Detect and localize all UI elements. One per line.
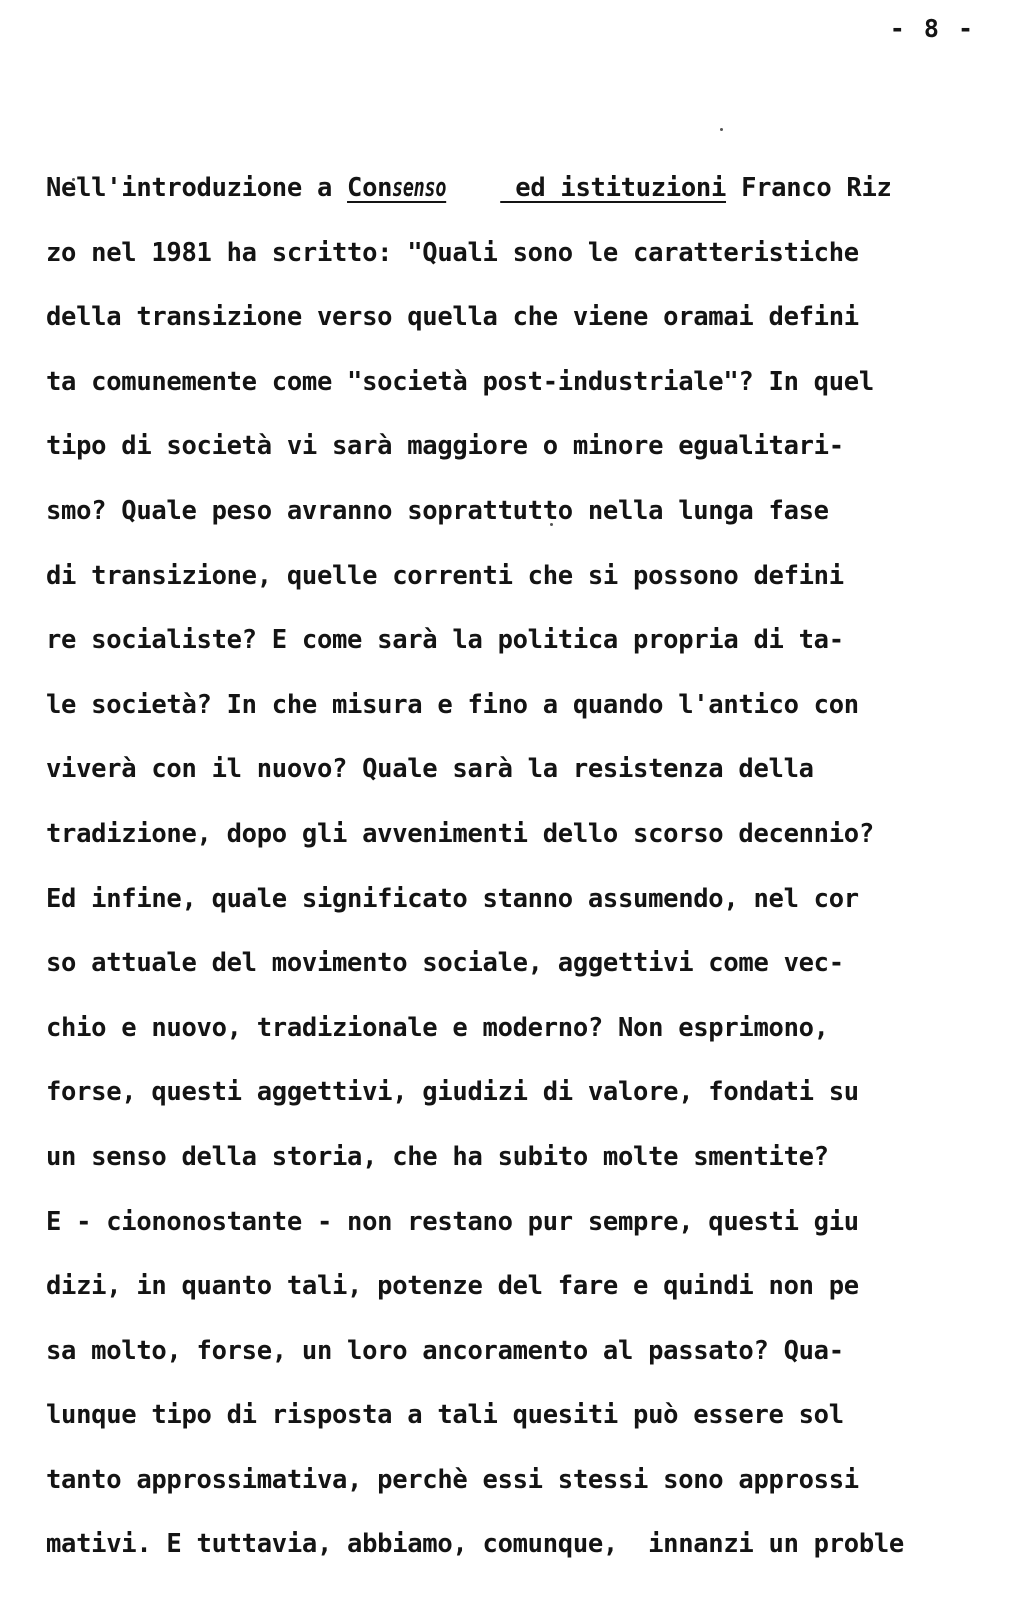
text-line: le società? In che misura e fino a quando l'antico con <box>46 689 859 720</box>
page-number: - 8 - <box>889 14 975 43</box>
author-text: Franco Riz <box>726 173 892 203</box>
text-line: forse, questi aggettivi, giudizi di valore, fondati su <box>46 1077 859 1108</box>
book-title-end: ed istituzioni <box>500 173 727 203</box>
text-line: un senso della storia, che ha subito molte smentite? <box>46 1141 829 1172</box>
text-line: dizi, in quanto tali, potenze del fare e quindi non pe <box>46 1271 859 1302</box>
text-line: tipo di società vi sarà maggiore o minore egualitari- <box>46 431 844 462</box>
text-line: E - ciononostante - non restano pur sempre, questi giu <box>46 1206 859 1237</box>
text-line-1 <box>46 165 986 230</box>
text-line: chio e nuovo, tradizionale e moderno? Non esprimono, <box>46 1012 829 1043</box>
text-line: mativi. E tuttavia, abbiamo, comunque, innanzi un proble <box>46 1529 904 1560</box>
text-line: Ed infine, quale significato stanno assumendo, nel cor <box>46 883 859 914</box>
book-title-start: Con <box>347 173 393 203</box>
intro-text: Nell'introduzione a <box>46 173 348 203</box>
text-line: viverà con il nuovo? Quale sarà la resistenza della <box>46 754 814 785</box>
scan-speck <box>720 128 723 131</box>
text-line: smo? Quale peso avranno soprattutto nella lunga fase <box>46 495 829 526</box>
text-line: zo nel 1981 ha scritto: "Quali sono le caratteristiche <box>46 237 859 268</box>
text-line: di transizione, quelle correnti che si possono defini <box>46 560 844 591</box>
text-line: re socialiste? E come sarà la politica propria di ta- <box>46 625 844 656</box>
text-line: so attuale del movimento sociale, aggettivi come vec- <box>46 948 844 979</box>
text-line: lunque tipo di risposta a tali quesiti può essere sol <box>46 1400 844 1431</box>
text-line: sa molto, forse, un loro ancoramento al passato? Qua- <box>46 1335 844 1366</box>
body-paragraph <box>46 165 986 1586</box>
text-line: ta comunemente come "società post-industriale"? In quel <box>46 366 874 397</box>
handwritten-correction: senso <box>392 173 447 203</box>
text-line: tanto approssimativa, perchè essi stessi sono approssi <box>46 1464 859 1495</box>
text-line: della transizione verso quella che viene oramai defini <box>46 302 859 333</box>
text-line: tradizione, dopo gli avvenimenti dello scorso decennio? <box>46 818 874 849</box>
